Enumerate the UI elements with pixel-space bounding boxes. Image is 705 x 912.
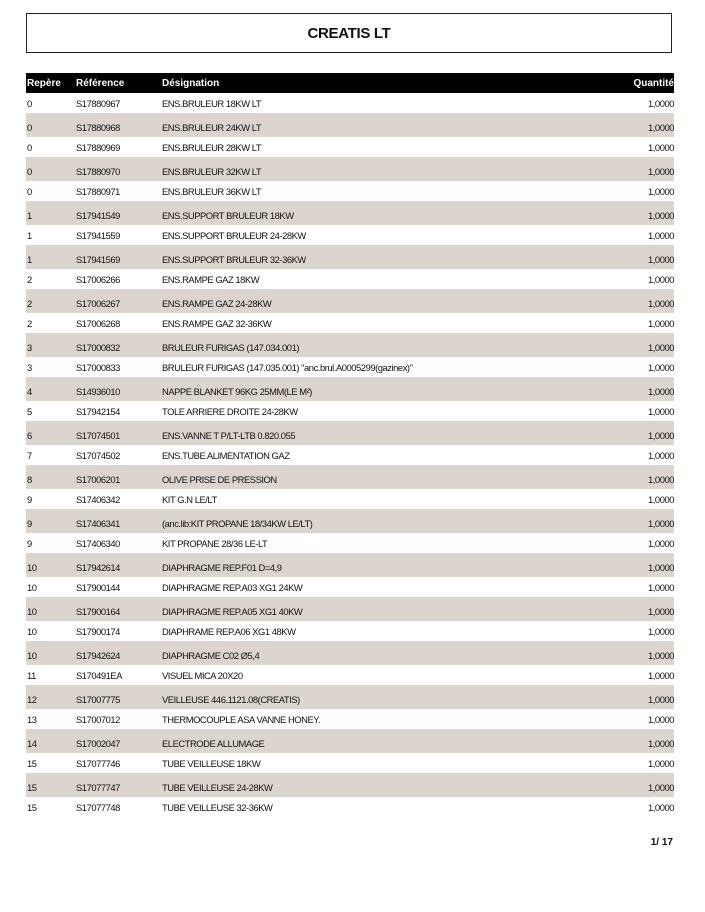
table-row <box>26 225 674 245</box>
cell-reference: S17074502 <box>76 449 120 461</box>
cell-designation: VISUEL MICA 20X20 <box>162 669 243 681</box>
table-row <box>26 113 674 137</box>
cell-designation: TUBE VEILLEUSE 32-36KW <box>162 801 273 813</box>
cell-quantite: 1,0000 <box>648 669 674 681</box>
cell-reference: S17880971 <box>76 185 120 197</box>
table-row <box>26 621 674 641</box>
table-row <box>26 709 674 729</box>
cell-designation: TUBE VEILLEUSE 18KW <box>162 757 261 769</box>
cell-repere: 0 <box>27 185 32 197</box>
cell-quantite: 1,0000 <box>648 254 674 265</box>
cell-designation: KIT PROPANE 28/36 LE-LT <box>162 537 268 549</box>
cell-reference: S17942154 <box>76 405 120 417</box>
cell-reference: S17077746 <box>76 757 120 769</box>
cell-designation: BRULEUR FURIGAS (147.035.001) "anc.brul.A0005299(gazinex)" <box>162 361 413 373</box>
table-row <box>26 753 674 773</box>
cell-repere: 0 <box>27 141 32 153</box>
cell-designation: DIAPHRAGME REP.A03 XG1 24KW <box>162 581 303 593</box>
cell-quantite: 1,0000 <box>648 317 674 329</box>
cell-reference: S17000832 <box>76 342 120 353</box>
cell-reference: S17002047 <box>76 738 120 749</box>
cell-reference: S17006268 <box>76 317 120 329</box>
cell-designation: KIT G.N LE/LT <box>162 493 217 505</box>
cell-reference: S17880968 <box>76 122 120 133</box>
cell-quantite: 1,0000 <box>648 166 674 177</box>
cell-quantite: 1,0000 <box>648 782 674 793</box>
parts-table <box>26 73 674 817</box>
cell-repere: 2 <box>27 273 32 285</box>
table-row <box>26 245 674 269</box>
cell-quantite: 1,0000 <box>648 562 674 573</box>
cell-designation: TUBE VEILLEUSE 24-28KW <box>162 782 273 793</box>
cell-quantite: 1,0000 <box>648 474 674 485</box>
table-row <box>26 289 674 313</box>
cell-repere: 9 <box>27 518 32 529</box>
cell-designation: THERMOCOUPLE ASA VANNE HONEY. <box>162 713 320 725</box>
cell-reference: S17900174 <box>76 625 120 637</box>
cell-repere: 15 <box>27 801 37 813</box>
page-number: 1/ 17 <box>650 837 673 848</box>
cell-quantite: 1,0000 <box>648 757 674 769</box>
cell-reference: S17941569 <box>76 254 120 265</box>
cell-repere: 2 <box>27 317 32 329</box>
table-row <box>26 533 674 553</box>
table-row <box>26 313 674 333</box>
cell-quantite: 1,0000 <box>648 537 674 549</box>
table-row <box>26 797 674 817</box>
cell-quantite: 1,0000 <box>648 694 674 705</box>
cell-quantite: 1,0000 <box>648 185 674 197</box>
cell-repere: 6 <box>27 430 32 441</box>
table-header <box>26 73 674 93</box>
cell-quantite: 1,0000 <box>648 97 674 109</box>
table-row <box>26 445 674 465</box>
cell-repere: 10 <box>27 581 37 593</box>
cell-reference: S17000833 <box>76 361 120 373</box>
cell-designation: BRULEUR FURIGAS (147.034.001) <box>162 342 300 353</box>
table-row <box>26 465 674 489</box>
cell-repere: 10 <box>27 562 37 573</box>
cell-designation: VEILLEUSE 446.1121.08(CREATIS) <box>162 694 300 705</box>
cell-quantite: 1,0000 <box>648 405 674 417</box>
table-row <box>26 729 674 753</box>
cell-reference: S17406341 <box>76 518 120 529</box>
cell-reference: S17077747 <box>76 782 120 793</box>
cell-repere: 11 <box>27 669 36 681</box>
cell-reference: S17880969 <box>76 141 120 153</box>
cell-designation: OLIVE PRISE DE PRESSION <box>162 474 277 485</box>
table-row <box>26 201 674 225</box>
cell-repere: 10 <box>27 625 37 637</box>
cell-designation: ENS.BRULEUR 32KW LT <box>162 166 262 177</box>
cell-repere: 9 <box>27 537 32 549</box>
cell-designation: DIAPHRAGME C02 Ø5,4 <box>162 650 260 661</box>
cell-reference: S17077748 <box>76 801 120 813</box>
cell-repere: 10 <box>27 606 37 617</box>
cell-quantite: 1,0000 <box>648 210 674 221</box>
cell-reference: S17942624 <box>76 650 120 661</box>
cell-repere: 1 <box>27 210 32 221</box>
cell-repere: 14 <box>27 738 37 749</box>
header-quantite: Quantité <box>633 77 674 89</box>
cell-designation: ENS.TUBE ALIMENTATION GAZ <box>162 449 290 461</box>
table-row <box>26 665 674 685</box>
cell-quantite: 1,0000 <box>648 625 674 637</box>
cell-repere: 3 <box>27 361 32 373</box>
cell-designation: ENS.RAMPE GAZ 32-36KW <box>162 317 272 329</box>
cell-quantite: 1,0000 <box>648 713 674 725</box>
cell-quantite: 1,0000 <box>648 273 674 285</box>
cell-reference: S17006267 <box>76 298 120 309</box>
cell-repere: 0 <box>27 122 32 133</box>
table-row <box>26 93 674 113</box>
table-row <box>26 333 674 357</box>
cell-reference: S17074501 <box>76 430 120 441</box>
table-row <box>26 157 674 181</box>
cell-repere: 4 <box>27 386 32 397</box>
table-row <box>26 641 674 665</box>
table-row <box>26 401 674 421</box>
cell-repere: 15 <box>27 782 37 793</box>
cell-quantite: 1,0000 <box>648 122 674 133</box>
cell-designation: ENS.BRULEUR 18KW LT <box>162 97 262 109</box>
table-row <box>26 269 674 289</box>
table-body <box>26 93 674 817</box>
cell-repere: 15 <box>27 757 37 769</box>
table-row <box>26 489 674 509</box>
cell-reference: S17942614 <box>76 562 120 573</box>
cell-repere: 13 <box>27 713 37 725</box>
cell-reference: S14936010 <box>76 386 120 397</box>
cell-reference: S170491EA <box>76 669 122 681</box>
cell-quantite: 1,0000 <box>648 342 674 353</box>
cell-quantite: 1,0000 <box>648 141 674 153</box>
cell-designation: ELECTRODE ALLUMAGE <box>162 738 265 749</box>
cell-repere: 2 <box>27 298 32 309</box>
table-row <box>26 181 674 201</box>
cell-repere: 8 <box>27 474 32 485</box>
cell-quantite: 1,0000 <box>648 298 674 309</box>
cell-quantite: 1,0000 <box>648 386 674 397</box>
cell-designation: ENS.RAMPE GAZ 24-28KW <box>162 298 272 309</box>
cell-designation: TOLE ARRIERE DROITE 24-28KW <box>162 405 298 417</box>
cell-designation: ENS.SUPPORT BRULEUR 18KW <box>162 210 294 221</box>
table-row <box>26 509 674 533</box>
document-title: CREATIS LT <box>26 13 672 53</box>
cell-reference: S17006266 <box>76 273 120 285</box>
cell-quantite: 1,0000 <box>648 229 674 241</box>
cell-reference: S17941559 <box>76 229 120 241</box>
cell-quantite: 1,0000 <box>648 738 674 749</box>
cell-designation: ENS.BRULEUR 36KW LT <box>162 185 262 197</box>
cell-designation: DIAPHRAGME REP.F01 D=4,9 <box>162 562 282 573</box>
header-repere: Repère <box>27 77 61 89</box>
table-row <box>26 357 674 377</box>
cell-reference: S17007012 <box>76 713 120 725</box>
cell-designation: ENS.BRULEUR 28KW LT <box>162 141 262 153</box>
table-row <box>26 553 674 577</box>
cell-reference: S17006201 <box>76 474 120 485</box>
cell-repere: 9 <box>27 493 32 505</box>
cell-designation: ENS.BRULEUR 24KW LT <box>162 122 262 133</box>
cell-repere: 7 <box>27 449 32 461</box>
table-row <box>26 421 674 445</box>
table-row <box>26 773 674 797</box>
table-row <box>26 137 674 157</box>
cell-quantite: 1,0000 <box>648 449 674 461</box>
cell-designation: NAPPE BLANKET 96KG 25MM(LE M²) <box>162 386 312 397</box>
cell-repere: 0 <box>27 166 32 177</box>
cell-quantite: 1,0000 <box>648 518 674 529</box>
header-designation: Désignation <box>162 77 220 89</box>
table-row <box>26 685 674 709</box>
cell-repere: 3 <box>27 342 32 353</box>
cell-quantite: 1,0000 <box>648 801 674 813</box>
cell-designation: ENS.VANNE T P/LT-LTB 0.820.055 <box>162 430 296 441</box>
cell-designation: ENS.SUPPORT BRULEUR 32-36KW <box>162 254 306 265</box>
cell-repere: 1 <box>27 254 32 265</box>
table-row <box>26 597 674 621</box>
cell-designation: DIAPHRAME REP.A06 XG1 48KW <box>162 625 296 637</box>
table-row <box>26 377 674 401</box>
cell-reference: S17880967 <box>76 97 120 109</box>
cell-quantite: 1,0000 <box>648 650 674 661</box>
cell-quantite: 1,0000 <box>648 361 674 373</box>
cell-repere: 10 <box>27 650 37 661</box>
cell-designation: (anc.lib:KIT PROPANE 18/34KW LE/LT) <box>162 518 313 529</box>
cell-reference: S17880970 <box>76 166 120 177</box>
table-row <box>26 577 674 597</box>
cell-repere: 0 <box>27 97 32 109</box>
cell-reference: S17900144 <box>76 581 120 593</box>
cell-reference: S17406340 <box>76 537 120 549</box>
cell-designation: ENS.SUPPORT BRULEUR 24-28KW <box>162 229 306 241</box>
cell-repere: 1 <box>27 229 32 241</box>
cell-repere: 12 <box>27 694 37 705</box>
cell-repere: 5 <box>27 405 32 417</box>
cell-quantite: 1,0000 <box>648 581 674 593</box>
cell-quantite: 1,0000 <box>648 606 674 617</box>
cell-quantite: 1,0000 <box>648 493 674 505</box>
cell-reference: S17406342 <box>76 493 120 505</box>
cell-designation: ENS.RAMPE GAZ 18KW <box>162 273 260 285</box>
cell-reference: S17007775 <box>76 694 120 705</box>
cell-reference: S17941549 <box>76 210 120 221</box>
cell-reference: S17900164 <box>76 606 120 617</box>
cell-designation: DIAPHRAGME REP.A05 XG1 40KW <box>162 606 303 617</box>
header-reference: Référence <box>76 77 125 89</box>
cell-quantite: 1,0000 <box>648 430 674 441</box>
